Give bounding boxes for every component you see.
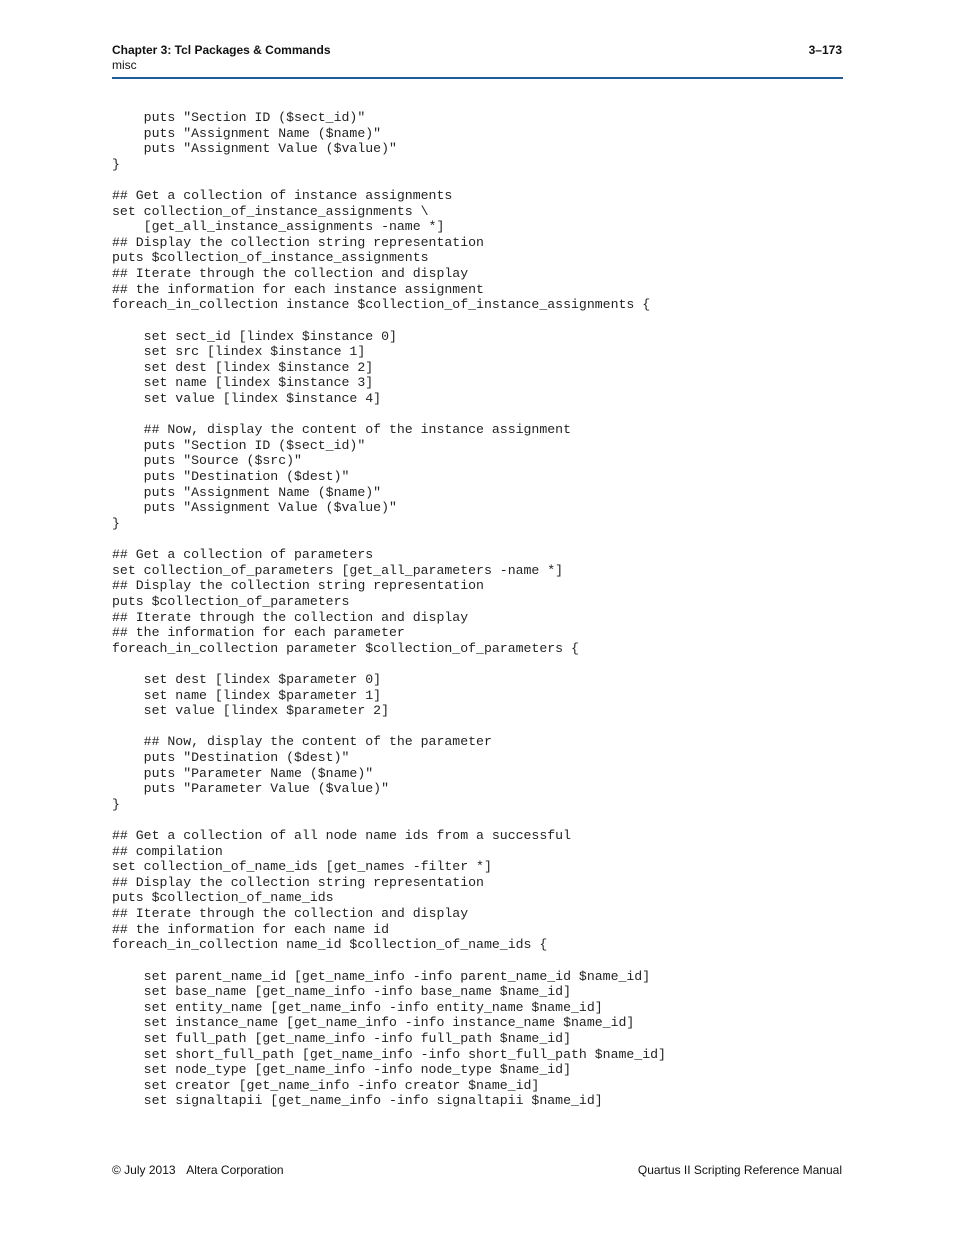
footer-company: Altera Corporation [186,1163,284,1177]
section-name: misc [112,58,137,72]
code-listing [112,110,666,1109]
code-line: set creator [get_name_info -info creator $name_id] [112,1077,540,1093]
code-line: puts "Assignment Name ($name)" [112,125,382,141]
code-line: ## Now, display the content of the instance assignment [112,422,571,438]
chapter-title: Chapter 3: Tcl Packages & Commands [112,43,331,57]
code-line: set value [lindex $instance 4] [112,390,382,406]
code-line: puts $collection_of_instance_assignments [112,250,429,266]
code-line: puts "Parameter Name ($name)" [112,765,374,781]
code-line: set sect_id [lindex $instance 0] [112,328,397,344]
footer-left [112,1163,292,1178]
code-line: set src [lindex $instance 1] [112,344,366,360]
code-line [112,656,666,672]
code-line: ## Iterate through the collection and display [112,266,469,282]
footer-manual-title: Quartus II Scripting Reference Manual [637,1163,842,1177]
code-line: set signaltapii [get_name_info -info signaltapii $name_id] [112,1093,603,1109]
code-line [112,719,666,735]
header-divider [112,77,843,79]
code-line: puts "Destination ($dest)" [112,469,350,485]
code-line: set parent_name_id [get_name_info -info parent_name_id $name_id] [112,968,651,984]
code-line: ## the information for each instance assignment [112,281,484,297]
code-line: ## the information for each name id [112,921,389,937]
code-line: ## Get a collection of instance assignments [112,188,453,204]
code-line: ## the information for each parameter [112,625,405,641]
code-line: set collection_of_name_ids [get_names -filter *] [112,859,492,875]
code-line: ## Display the collection string representation [112,578,484,594]
code-line: ## compilation [112,843,223,859]
code-line: ## Iterate through the collection and display [112,906,469,922]
code-line [112,812,666,828]
code-line: [get_all_instance_assignments -name *] [112,219,445,235]
code-line: ## Get a collection of all node name ids from a successful [112,828,571,844]
code-line: set node_type [get_name_info -info node_type $name_id] [112,1062,571,1078]
code-line: set collection_of_instance_assignments \ [112,203,429,219]
code-line: } [112,796,120,812]
code-line: ## Iterate through the collection and display [112,609,469,625]
running-header [112,43,331,73]
code-line: foreach_in_collection instance $collection_of_instance_assignments { [112,297,651,313]
code-line: ## Get a collection of parameters [112,547,374,563]
code-line: set short_full_path [get_name_info -info short_full_path $name_id] [112,1046,666,1062]
code-line: ## Display the collection string representation [112,874,484,890]
code-line: foreach_in_collection parameter $collection_of_parameters { [112,640,579,656]
code-line [112,172,666,188]
code-line: foreach_in_collection name_id $collection_of_name_ids { [112,937,548,953]
code-line: set name [lindex $instance 3] [112,375,374,391]
code-line: set collection_of_parameters [get_all_parameters -name *] [112,562,564,578]
code-line: } [112,156,120,172]
code-line: set full_path [get_name_info -info full_path $name_id] [112,1030,571,1046]
code-line: set instance_name [get_name_info -info instance_name $name_id] [112,1015,635,1031]
code-line: set dest [lindex $instance 2] [112,359,374,375]
code-line: puts $collection_of_name_ids [112,890,334,906]
code-line: puts "Destination ($dest)" [112,749,350,765]
code-line: set value [lindex $parameter 2] [112,703,389,719]
code-line [112,531,666,547]
code-line: puts $collection_of_parameters [112,593,350,609]
code-line: puts "Assignment Value ($value)" [112,500,397,516]
code-line [112,313,666,329]
code-line: puts "Source ($src)" [112,453,302,469]
code-line: puts "Assignment Name ($name)" [112,484,382,500]
code-line: set base_name [get_name_info -info base_name $name_id] [112,984,571,1000]
code-line: set entity_name [get_name_info -info entity_name $name_id] [112,999,603,1015]
code-line: ## Display the collection string representation [112,234,484,250]
code-line [112,953,666,969]
footer-date: © July 2013 [112,1163,176,1177]
code-line [112,407,666,423]
code-line: set name [lindex $parameter 1] [112,687,382,703]
code-line: puts "Section ID ($sect_id)" [112,110,366,125]
code-line: } [112,515,120,531]
code-line: puts "Assignment Value ($value)" [112,141,397,157]
page-number: 3–173 [808,43,842,57]
code-line: puts "Section ID ($sect_id)" [112,437,366,453]
code-line: ## Now, display the content of the parameter [112,734,492,750]
code-line: set dest [lindex $parameter 0] [112,671,382,687]
code-line: puts "Parameter Value ($value)" [112,781,389,797]
